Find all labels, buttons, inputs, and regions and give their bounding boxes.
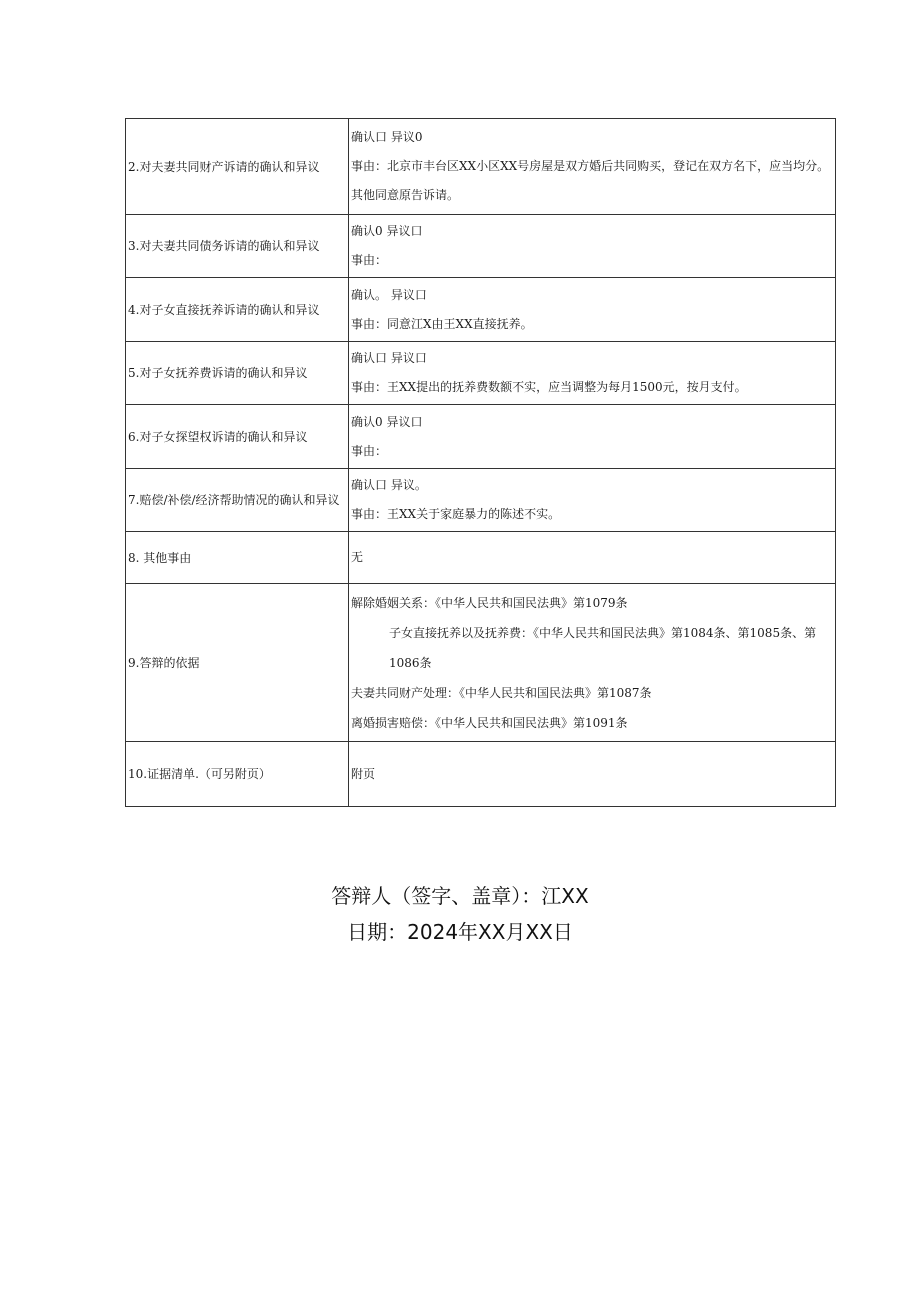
evidence-text: 附页 [351, 766, 376, 781]
row-label: 2.对夫妻共同财产诉请的确认和异议 [126, 119, 349, 215]
confirm-line: 确认。 异议口 [351, 287, 427, 302]
table-row [126, 584, 836, 742]
row-label: 5.对子女抚养费诉请的确认和异议 [126, 342, 349, 405]
row-label: 8. 其他事由 [126, 532, 349, 584]
legal-basis-item: 子女直接抚养以及抚养费：《中华人民共和国民法典》第1084条、第1085条、第1086条 [389, 625, 817, 670]
defense-table [125, 118, 836, 807]
reason-text: 事由：同意江X由王XX直接抚养。 [351, 316, 533, 331]
reason-text: 事由：王XX关于家庭暴力的陈述不实。 [351, 507, 561, 521]
table-row [126, 278, 836, 342]
row-label: 9.答辩的依据 [126, 584, 349, 742]
confirm-line: 确认口 异议口 [351, 351, 427, 365]
row-label: 7.赔偿/补偿/经济帮助情况的确认和异议 [126, 469, 349, 532]
table-row [126, 119, 836, 215]
row-content [349, 584, 836, 742]
row-content [349, 215, 836, 278]
date-line: 日期：2024年XX月XX日 [347, 920, 573, 944]
row-content [349, 532, 836, 584]
row-label: 6.对子女探望权诉请的确认和异议 [126, 405, 349, 469]
table-row [126, 342, 836, 405]
row-content [349, 469, 836, 532]
legal-basis-item: 解除婚姻关系：《中华人民共和国民法典》第1079条 [351, 595, 628, 610]
confirm-line: 确认0 异议口 [351, 414, 423, 429]
table-row [126, 469, 836, 532]
row-label: 4.对子女直接抚养诉请的确认和异议 [126, 278, 349, 342]
reason-text: 事由：王XX提出的抚养费数额不实，应当调整为每月1500元，按月支付。 [351, 380, 747, 394]
row-content [349, 119, 836, 215]
confirm-line: 确认0 异议口 [351, 224, 423, 238]
table-row [126, 405, 836, 469]
confirm-line: 确认口 异议。 [351, 478, 427, 492]
row-label: 10.证据清单.（可另附页） [126, 742, 349, 807]
row-label: 3.对夫妻共同债务诉请的确认和异议 [126, 215, 349, 278]
table-row [126, 215, 836, 278]
row-content [349, 342, 836, 405]
row-content [349, 278, 836, 342]
other-reason-text: 无 [351, 550, 364, 564]
row-content [349, 405, 836, 469]
reason-text: 事由： [351, 443, 388, 458]
legal-basis-item: 夫妻共同财产处理：《中华人民共和国民法典》第1087条 [351, 685, 652, 700]
row-content [349, 742, 836, 807]
table-row [126, 742, 836, 807]
legal-basis-item: 离婚损害赔偿：《中华人民共和国民法典》第1091条 [351, 715, 628, 730]
reason-text: 事由：北京市丰台区XX小区XX号房屋是双方婚后共同购买，登记在双方名下，应当均分。其他同意原告诉请。 [351, 159, 830, 202]
signature-line: 答辩人（签字、盖章）：江XX [331, 884, 589, 908]
confirm-line: 确认口 异议0 [351, 130, 423, 144]
table-row [126, 532, 836, 584]
reason-text: 事由： [351, 253, 388, 267]
